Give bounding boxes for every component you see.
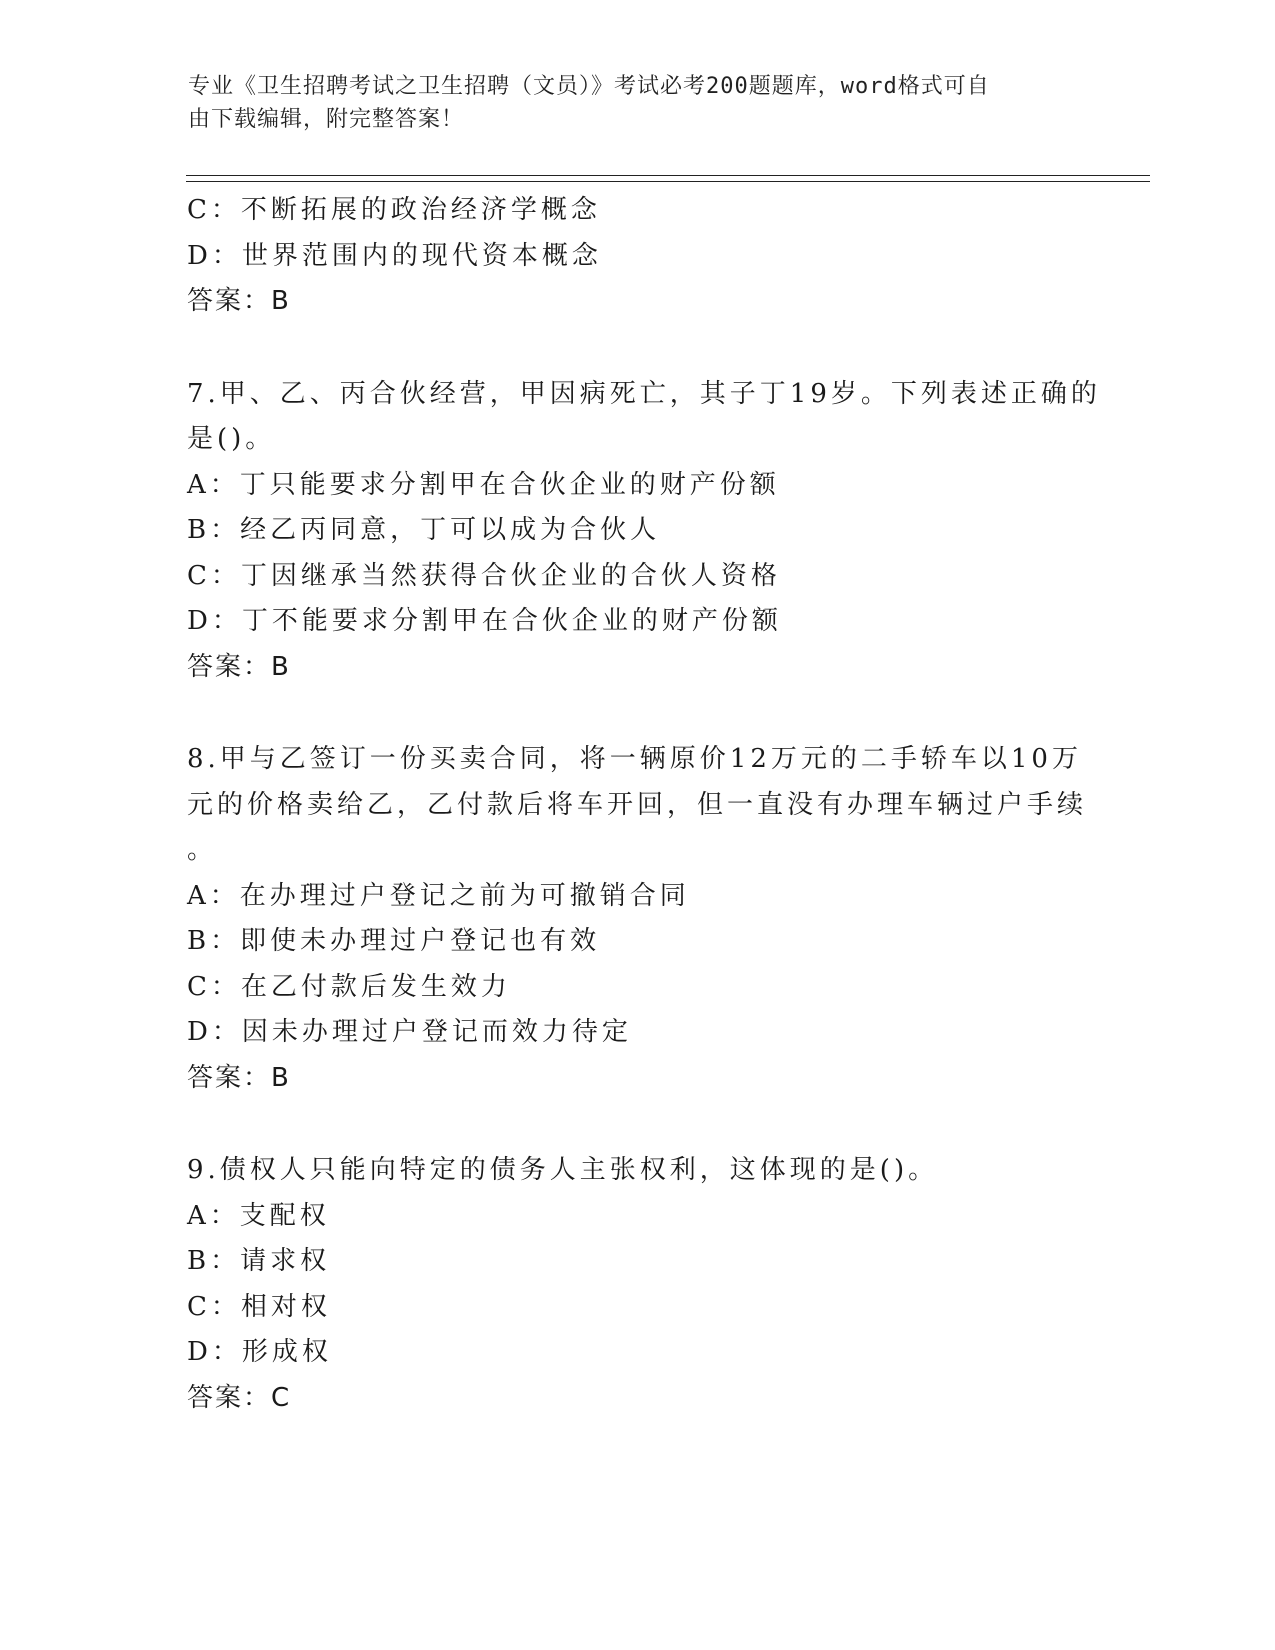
document-header <box>188 70 1068 136</box>
option-d: D：形成权 <box>187 1337 332 1367</box>
header-rule-top <box>186 175 1150 176</box>
option-b: B：即使未办理过户登记也有效 <box>187 926 601 956</box>
option-c: C：丁因继承当然获得合伙企业的合伙人资格 <box>187 560 781 591</box>
option-d: D：世界范围内的现代资本概念 <box>187 240 602 271</box>
question-stem-line: 元的价格卖给乙，乙付款后将车开回，但一直没有办理车辆过户手续 <box>187 789 1088 820</box>
question-stem-line: 。 <box>187 835 218 865</box>
question-6-continuation <box>187 188 1087 325</box>
question-spacer <box>187 1101 1087 1148</box>
question-stem-line: 8.甲与乙签订一份买卖合同，将一辆原价12万元的二手轿车以10万 <box>187 744 1082 774</box>
header-line-1: 专业《卫生招聘考试之卫生招聘（文员）》考试必考200题题库，word格式可自 <box>188 74 990 99</box>
option-d: D：丁不能要求分割甲在合伙企业的财产份额 <box>187 606 782 636</box>
header-rule-bottom <box>186 181 1150 182</box>
question-8 <box>187 737 1087 1101</box>
question-7 <box>187 372 1101 691</box>
question-spacer <box>187 690 1087 737</box>
answer-line: 答案：B <box>187 286 291 316</box>
question-9 <box>187 1148 1087 1421</box>
option-c: C：不断拓展的政治经济学概念 <box>187 195 601 225</box>
option-c: C：相对权 <box>187 1291 331 1322</box>
option-c: C：在乙付款后发生效力 <box>187 971 511 1002</box>
question-spacer <box>187 325 1087 372</box>
answer-line: 答案：B <box>187 1062 291 1093</box>
option-a: A：支配权 <box>187 1200 330 1231</box>
option-a: A：丁只能要求分割甲在合伙企业的财产份额 <box>187 469 780 500</box>
question-stem-line: 是()。 <box>187 424 276 454</box>
answer-line: 答案：C <box>187 1382 292 1413</box>
question-stem-line: 7.甲、乙、丙合伙经营，甲因病死亡，其子丁19岁。下列表述正确的 <box>187 378 1101 409</box>
question-stem-line: 9.债权人只能向特定的债务人主张权利，这体现的是()。 <box>187 1155 939 1185</box>
answer-line: 答案：B <box>187 651 291 682</box>
header-line-2: 由下载编辑，附完整答案！ <box>188 107 465 132</box>
option-d: D：因未办理过户登记而效力待定 <box>187 1017 632 1047</box>
option-a: A：在办理过户登记之前为可撤销合同 <box>187 880 690 911</box>
option-b: B：请求权 <box>187 1246 331 1276</box>
option-b: B：经乙丙同意，丁可以成为合伙人 <box>187 515 661 545</box>
question-content <box>187 188 1101 1421</box>
